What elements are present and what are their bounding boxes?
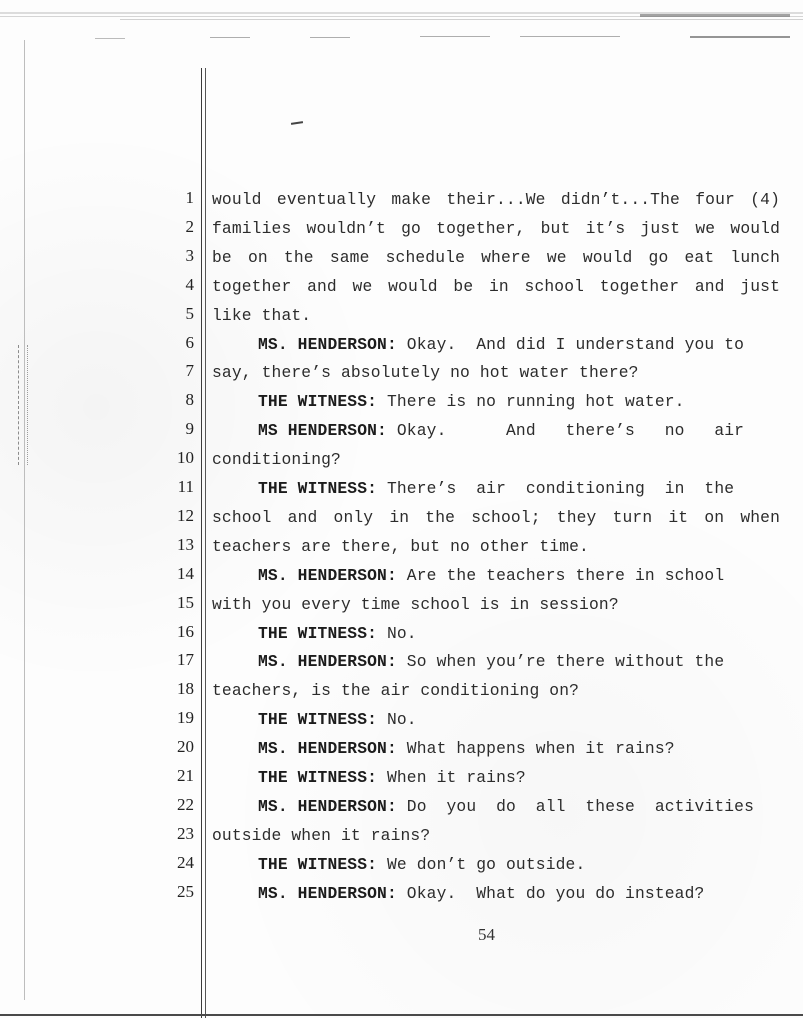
transcript-line: [0, 852, 803, 881]
line-text: [212, 768, 780, 787]
line-content: Okay. What do you do instead?: [396, 883, 705, 903]
line-content: There is no running hot water.: [377, 392, 685, 412]
line-number: 19: [177, 708, 194, 728]
transcript-line: [0, 881, 803, 910]
line-text: [212, 710, 780, 729]
line-text: [212, 884, 780, 903]
line-content: There’s air conditioning in the: [377, 479, 735, 498]
page-header-scan-artifact: [0, 8, 803, 42]
line-number: 15: [177, 592, 194, 612]
line-content: conditioning?: [212, 450, 341, 470]
transcript-line: [0, 621, 803, 650]
line-content: So when you’re there without the: [396, 652, 725, 672]
line-text: [212, 306, 780, 325]
line-text: [212, 739, 780, 758]
line-content: would eventually make their...We didn’t...The four (4): [212, 190, 780, 209]
transcript-line: [0, 505, 803, 534]
transcript-line: [0, 592, 803, 621]
line-content: outside when it rains?: [212, 825, 431, 845]
line-text: [212, 421, 780, 440]
line-text: [212, 277, 780, 296]
scan-speck: [291, 121, 303, 125]
transcript-line: [0, 563, 803, 592]
line-number: 18: [177, 679, 194, 699]
line-content: No.: [377, 623, 417, 643]
line-number: 14: [177, 563, 194, 583]
speaker-label: MS. HENDERSON:: [258, 565, 397, 585]
line-number: 1: [185, 188, 194, 207]
line-text: [212, 190, 780, 209]
line-content: What happens when it rains?: [396, 739, 675, 759]
line-number: 23: [177, 823, 194, 843]
page-number: 54: [478, 925, 495, 944]
speaker-label: MS HENDERSON:: [258, 421, 387, 441]
transcript-line: [0, 303, 803, 332]
line-content: be on the same schedule where we would go eat lunch: [212, 247, 780, 267]
line-number: 24: [177, 852, 194, 872]
line-number: 10: [177, 448, 194, 468]
line-number: 20: [177, 737, 194, 757]
speaker-label: THE WITNESS:: [258, 392, 378, 412]
speaker-label: MS. HENDERSON:: [258, 739, 397, 759]
transcript-line: [0, 187, 803, 216]
speaker-label: THE WITNESS:: [258, 854, 378, 874]
line-text: [212, 508, 780, 527]
transcript-line: [0, 245, 803, 274]
line-number: 25: [177, 881, 194, 901]
line-text: [212, 248, 780, 267]
transcript-line: [0, 794, 803, 823]
transcript-line: [0, 707, 803, 736]
line-text: [212, 479, 780, 498]
line-text: [212, 537, 780, 556]
speaker-label: THE WITNESS:: [258, 623, 378, 643]
speaker-label: MS. HENDERSON:: [258, 334, 397, 354]
line-text: [212, 652, 780, 671]
line-number: 6: [185, 332, 194, 352]
line-content: No.: [377, 710, 417, 730]
line-number: 4: [185, 274, 194, 294]
line-text: [212, 797, 780, 816]
transcript-line: [0, 765, 803, 794]
line-text: [212, 450, 780, 469]
speaker-label: MS. HENDERSON:: [258, 796, 397, 816]
transcript-line: [0, 678, 803, 707]
line-text: [212, 335, 780, 354]
line-text: [212, 219, 780, 238]
transcript-line: [0, 649, 803, 678]
transcript-line: [0, 823, 803, 852]
line-number: 9: [185, 419, 194, 439]
line-number: 17: [177, 650, 194, 670]
line-text: [212, 392, 780, 411]
line-content: together and we would be in school together and just: [212, 276, 780, 296]
speaker-label: THE WITNESS:: [258, 768, 378, 787]
bottom-rule: [0, 1014, 803, 1016]
line-number: 8: [185, 390, 194, 410]
line-content: Do you do all these activities: [396, 796, 755, 816]
transcript-line: [0, 447, 803, 476]
transcript-line: [0, 389, 803, 418]
line-content: say, there’s absolutely no hot water there?: [212, 363, 639, 383]
line-number: 7: [185, 361, 194, 381]
line-number: 16: [177, 621, 194, 641]
line-number: 21: [177, 766, 194, 785]
line-text: [212, 566, 780, 585]
transcript-line: [0, 736, 803, 765]
line-text: [212, 855, 780, 874]
line-number: 3: [185, 245, 194, 265]
transcript-line: [0, 216, 803, 245]
line-content: school and only in the school; they turn it on when: [212, 507, 780, 527]
line-number: 13: [177, 534, 194, 554]
speaker-label: THE WITNESS:: [258, 479, 378, 498]
line-content: families wouldn’t go together, but it’s just we would: [212, 218, 780, 238]
line-number: 5: [185, 303, 194, 323]
line-content: Okay. And did I understand you to: [396, 334, 745, 354]
line-text: [212, 826, 780, 845]
line-content: We don’t go outside.: [377, 854, 586, 874]
transcript-line: [0, 476, 803, 505]
line-text: [212, 681, 780, 700]
line-text: [212, 595, 780, 614]
line-content: teachers are there, but no other time.: [212, 536, 589, 556]
speaker-label: THE WITNESS:: [258, 710, 378, 730]
line-content: with you every time school is in session?: [212, 594, 619, 614]
speaker-label: MS. HENDERSON:: [258, 652, 397, 672]
transcript-line: [0, 274, 803, 303]
line-text: [212, 624, 780, 643]
line-content: When it rains?: [377, 768, 526, 787]
line-text: [212, 363, 780, 382]
line-number: 2: [185, 216, 194, 236]
line-content: Okay. And there’s no air: [386, 421, 745, 441]
transcript-line: [0, 360, 803, 389]
transcript-line: [0, 418, 803, 447]
transcript-line: [0, 534, 803, 563]
line-content: Are the teachers there in school: [396, 565, 725, 585]
transcript-line: [0, 332, 803, 361]
speaker-label: MS. HENDERSON:: [258, 883, 397, 903]
line-number: 22: [177, 794, 194, 814]
line-number: 11: [177, 477, 194, 496]
line-number: 12: [177, 505, 194, 525]
line-content: like that.: [212, 305, 312, 325]
line-content: teachers, is the air conditioning on?: [212, 681, 580, 701]
